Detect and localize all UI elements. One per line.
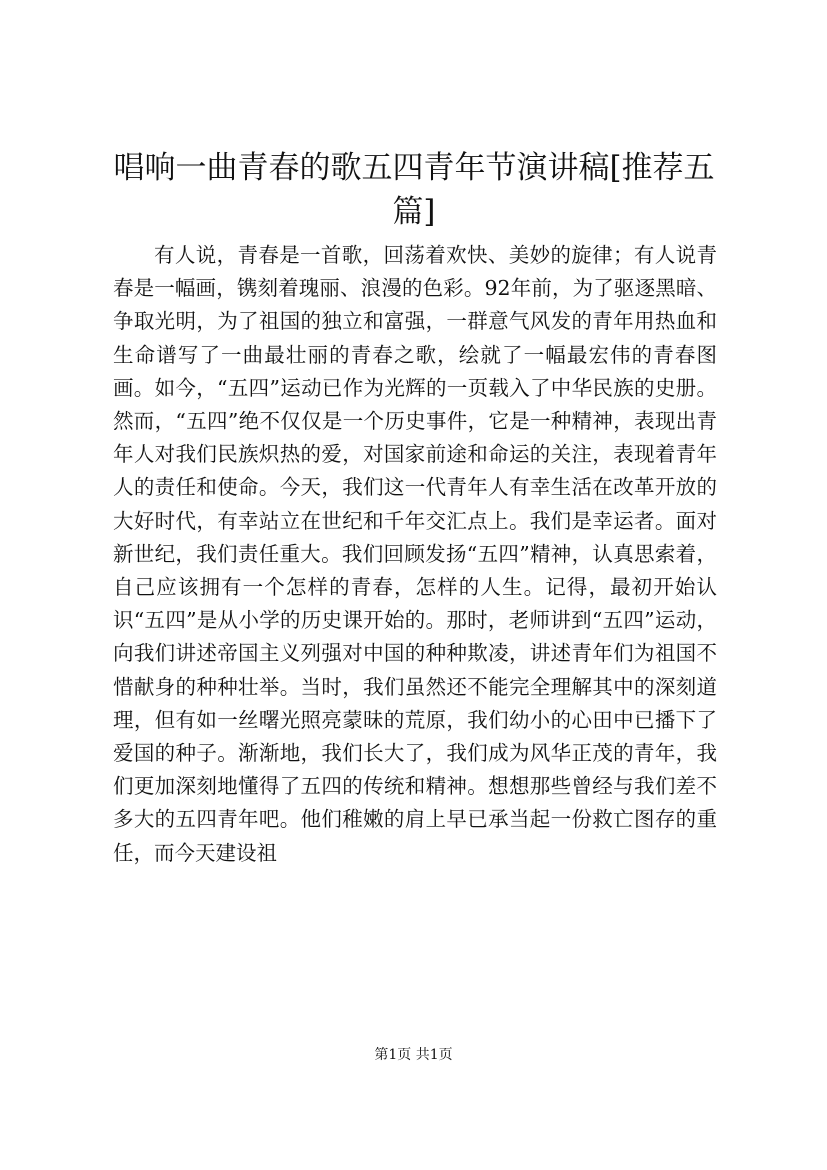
body-paragraph: 有人说，青春是一首歌，回荡着欢快、美妙的旋律；有人说青春是一幅画，镌刻着瑰丽、浪漫的色彩。92年前，为了驱逐黑暗、争取光明，为了祖国的独立和富强，一群意气风发的青年用热血和生命谱写了一曲最壮丽的青春之歌，绘就了一幅最宏伟的青春图画。如今，“五四”运动已作为光辉的一页载入了中华民族的史册。然而，“五四”绝不仅仅是一个历史事件，它是一种精神，表现出青年人对我们民族炽热的爱，对国家前途和命运的关注，表现着青年人的责任和使命。今天，我们这一代青年人有幸生活在改革开放的大好时代，有幸站立在世纪和千年交汇点上。我们是幸运者。面对新世纪，我们责任重大。我们回顾发扬“五四”精神，认真思索着，自己应该拥有一个怎样的青春，怎样的人生。记得，最初开始认识“五四”是从小学的历史课开始的。那时，老师讲到“五四”运动，向我们讲述帝国主义列强对中国的种种欺凌，讲述青年们为祖国不惜献身的种种壮举。当时，我们虽然还不能完全理解其中的深刻道理，但有如一丝曙光照亮蒙昧的荒原，我们幼小的心田中已播下了爱国的种子。渐渐地，我们长大了，我们成为风华正茂的青年，我们更加深刻地懂得了五四的传统和精神。想想那些曾经与我们差不多大的五四青年吧。他们稚嫩的肩上早已承当起一份救亡图存的重任，而今天建设祖: [113, 243, 717, 865]
document-title: 唱响一曲青春的歌五四青年节演讲稿[推荐五篇]: [113, 150, 715, 230]
page-footer: 第1页 共1页: [374, 1047, 453, 1063]
